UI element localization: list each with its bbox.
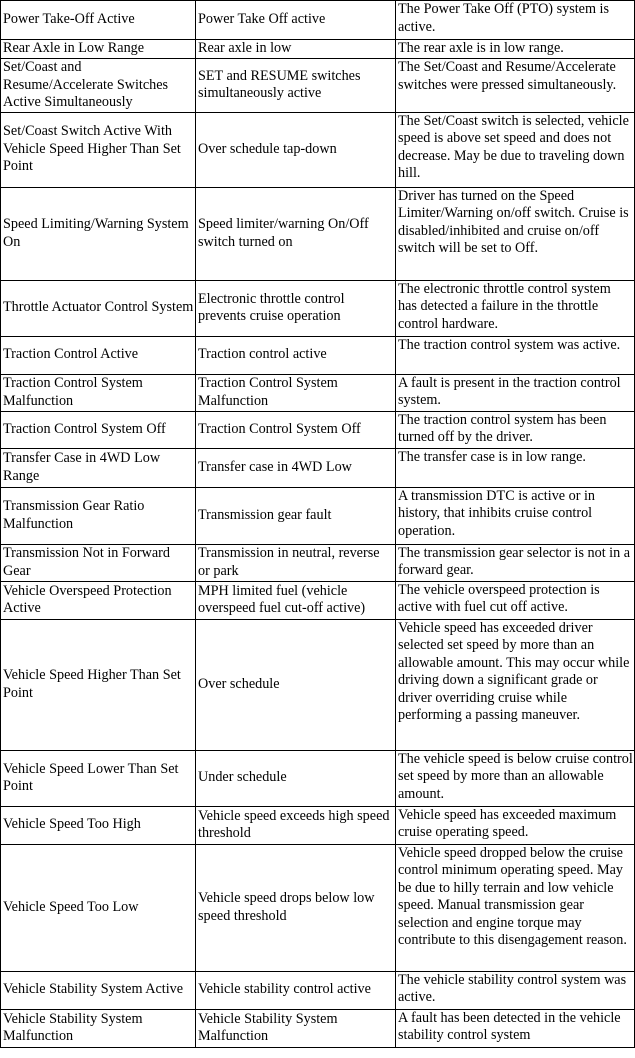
condition-cell: Traction Control Active <box>1 336 196 374</box>
description-cell: The vehicle overspeed protection is active with fuel cut off active. <box>396 581 635 619</box>
table-row <box>1 112 635 187</box>
message-cell: Traction control active <box>196 336 396 374</box>
condition-cell: Transmission Gear Ratio Malfunction <box>1 487 196 544</box>
message-cell: SET and RESUME switches simultaneously active <box>196 59 396 113</box>
table-row <box>1 487 635 544</box>
condition-cell: Vehicle Speed Higher Than Set Point <box>1 619 196 750</box>
condition-cell: Set/Coast Switch Active With Vehicle Speed Higher Than Set Point <box>1 112 196 187</box>
message-cell: Electronic throttle control prevents cruise operation <box>196 280 396 336</box>
description-cell: The Set/Coast switch is selected, vehicle speed is above set speed and does not decrease. May be due to traveling down hill. <box>396 112 635 187</box>
message-cell: Under schedule <box>196 750 396 806</box>
description-cell: The rear axle is in low range. <box>396 40 635 59</box>
description-cell: The traction control system has been turned off by the driver. <box>396 411 635 448</box>
condition-cell: Vehicle Stability System Malfunction <box>1 1009 196 1047</box>
description-cell: Vehicle speed dropped below the cruise control minimum operating speed. May be due to hilly terrain and low vehicle speed. Manual transmission gear selection and engine torque may contribute to this disengagement reason. <box>396 844 635 971</box>
description-cell: The transmission gear selector is not in a forward gear. <box>396 544 635 581</box>
message-cell: Traction Control System Malfunction <box>196 374 396 411</box>
table-row <box>1 336 635 374</box>
message-cell: Rear axle in low <box>196 40 396 59</box>
condition-cell: Vehicle Speed Lower Than Set Point <box>1 750 196 806</box>
description-cell: The Set/Coast and Resume/Accelerate switches were pressed simultaneously. <box>396 59 635 113</box>
description-cell: A transmission DTC is active or in history, that inhibits cruise control operation. <box>396 487 635 544</box>
condition-cell: Rear Axle in Low Range <box>1 40 196 59</box>
table-row <box>1 844 635 971</box>
message-cell: Vehicle speed exceeds high speed threshold <box>196 806 396 844</box>
condition-cell: Set/Coast and Resume/Accelerate Switches Active Simultaneously <box>1 59 196 113</box>
table-row <box>1 187 635 280</box>
condition-cell: Vehicle Stability System Active <box>1 971 196 1009</box>
table-row <box>1 806 635 844</box>
condition-cell: Transfer Case in 4WD Low Range <box>1 448 196 487</box>
condition-cell: Traction Control System Malfunction <box>1 374 196 411</box>
table-row <box>1 1009 635 1047</box>
description-cell: The electronic throttle control system has detected a failure in the throttle control hardware. <box>396 280 635 336</box>
message-cell: Over schedule tap-down <box>196 112 396 187</box>
message-cell: MPH limited fuel (vehicle overspeed fuel cut-off active) <box>196 581 396 619</box>
table-row <box>1 544 635 581</box>
message-cell: Transfer case in 4WD Low <box>196 448 396 487</box>
message-cell: Vehicle stability control active <box>196 971 396 1009</box>
message-cell: Traction Control System Off <box>196 411 396 448</box>
description-cell: Driver has turned on the Speed Limiter/Warning on/off switch. Cruise is disabled/inhibited and cruise on/off switch will be set to Off. <box>396 187 635 280</box>
message-cell: Over schedule <box>196 619 396 750</box>
message-cell: Transmission in neutral, reverse or park <box>196 544 396 581</box>
description-cell: The vehicle stability control system was active. <box>396 971 635 1009</box>
condition-cell: Speed Limiting/Warning System On <box>1 187 196 280</box>
table-row <box>1 750 635 806</box>
table-row <box>1 374 635 411</box>
description-cell: A fault is present in the traction control system. <box>396 374 635 411</box>
condition-cell: Traction Control System Off <box>1 411 196 448</box>
table-row <box>1 40 635 59</box>
table-row <box>1 411 635 448</box>
condition-cell: Vehicle Speed Too High <box>1 806 196 844</box>
description-cell: The vehicle speed is below cruise control set speed by more than an allowable amount. <box>396 750 635 806</box>
condition-cell: Throttle Actuator Control System <box>1 280 196 336</box>
condition-cell: Power Take-Off Active <box>1 1 196 40</box>
table-row <box>1 59 635 113</box>
message-cell: Vehicle speed drops below low speed threshold <box>196 844 396 971</box>
description-cell: The traction control system was active. <box>396 336 635 374</box>
table-row <box>1 448 635 487</box>
message-cell: Transmission gear fault <box>196 487 396 544</box>
description-cell: The Power Take Off (PTO) system is active. <box>396 1 635 40</box>
description-cell: The transfer case is in low range. <box>396 448 635 487</box>
table-row <box>1 971 635 1009</box>
table-row <box>1 280 635 336</box>
condition-cell: Vehicle Speed Too Low <box>1 844 196 971</box>
condition-cell: Vehicle Overspeed Protection Active <box>1 581 196 619</box>
message-cell: Power Take Off active <box>196 1 396 40</box>
description-cell: Vehicle speed has exceeded driver selected set speed by more than an allowable amount. This may occur while driving down a significant grade or driver overriding cruise while performing a passing maneuver. <box>396 619 635 750</box>
table-row <box>1 619 635 750</box>
condition-cell: Transmission Not in Forward Gear <box>1 544 196 581</box>
table-row <box>1 1 635 40</box>
message-cell: Vehicle Stability System Malfunction <box>196 1009 396 1047</box>
message-cell: Speed limiter/warning On/Off switch turned on <box>196 187 396 280</box>
description-cell: A fault has been detected in the vehicle stability control system <box>396 1009 635 1047</box>
table-row <box>1 581 635 619</box>
description-cell: Vehicle speed has exceeded maximum cruise operating speed. <box>396 806 635 844</box>
table-body <box>1 1 635 1048</box>
